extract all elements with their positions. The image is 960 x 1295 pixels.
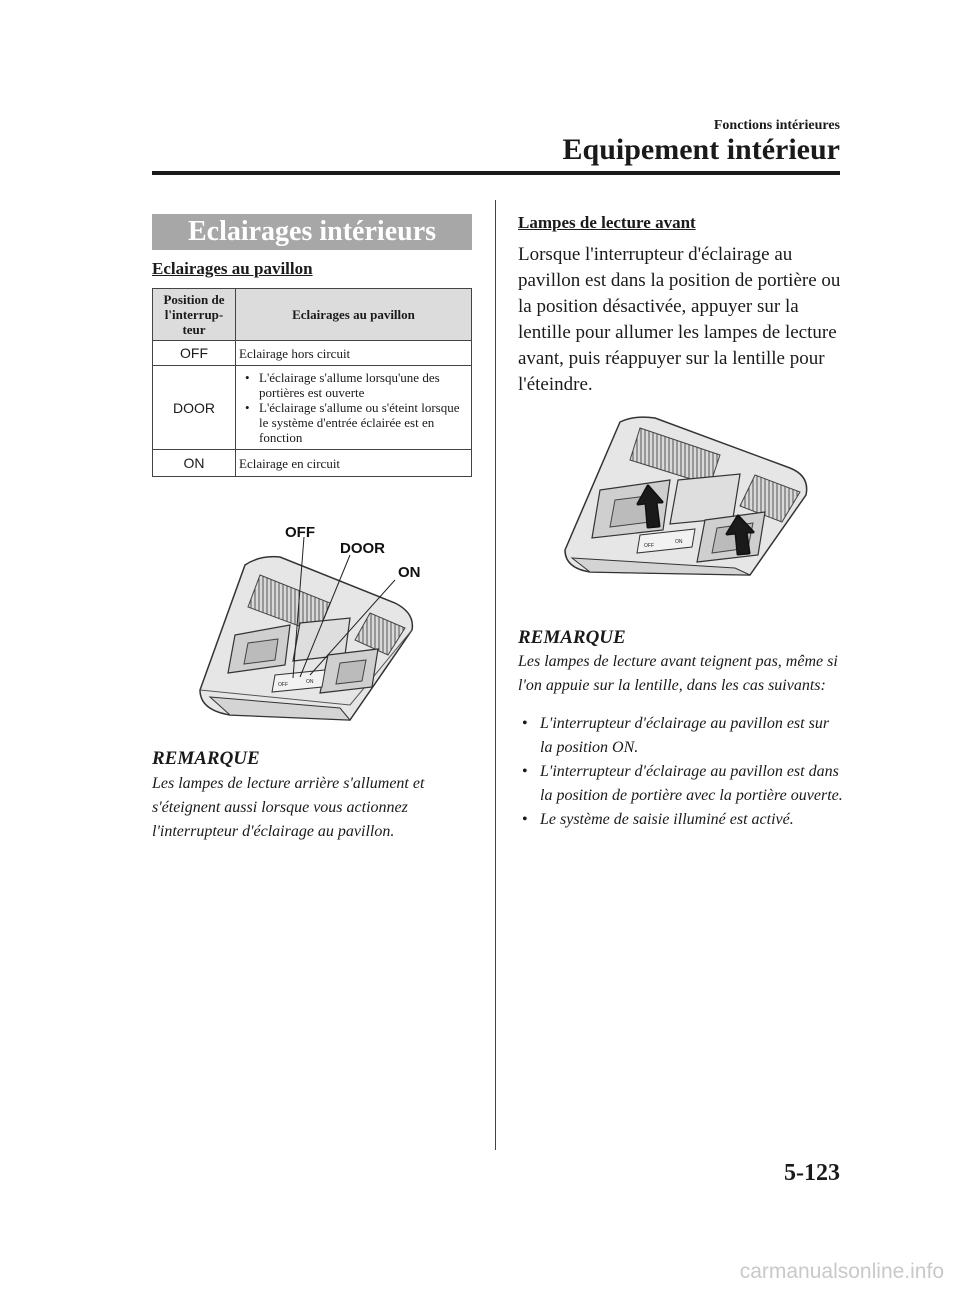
table-header-position: Position de l'interrup-teur <box>153 289 236 341</box>
list-item: • L'éclairage s'allume ou s'éteint lorsque le système d'entrée éclairée est en fonction <box>239 400 468 445</box>
table-row <box>153 450 472 477</box>
remarque-heading-left: REMARQUE <box>152 748 260 769</box>
table-cell-position: ON <box>153 450 236 477</box>
table-cell-position: DOOR <box>153 366 236 450</box>
callout-on-label: ON <box>398 564 421 581</box>
switch-off-text: OFF <box>644 543 654 549</box>
callout-off-label: OFF <box>285 524 315 541</box>
list-item: • L'interrupteur d'éclairage au pavillon est sur la position ON. <box>518 712 843 760</box>
subheading-lecture-avant: Lampes de lecture avant <box>518 213 696 232</box>
chapter-title: Equipement intérieur <box>562 133 840 166</box>
section-banner-title: Eclairages intérieurs <box>187 216 437 247</box>
switch-on-text: ON <box>306 679 314 685</box>
overhead-console-illustration <box>190 515 440 725</box>
switch-on-text: ON <box>675 539 683 545</box>
remarque-text-right: Les lampes de lecture avant teignent pas, même si l'on appuie sur la lentille, dans les cas suivants: <box>518 653 838 694</box>
section-banner <box>152 214 472 250</box>
header-rule <box>152 171 840 175</box>
table-cell-description: Eclairage en circuit <box>236 450 472 477</box>
remarque-heading-right: REMARQUE <box>518 627 626 648</box>
section-title: Fonctions intérieures <box>713 118 840 133</box>
page-number: 5-123 <box>784 1160 840 1186</box>
callout-door-label: DOOR <box>340 540 385 557</box>
subheading-pavillon: Eclairages au pavillon <box>152 259 313 278</box>
table-cell-position: OFF <box>153 341 236 366</box>
list-item: • L'éclairage s'allume lorsqu'une des portières est ouverte <box>239 370 468 400</box>
watermark: carmanualsonline.info <box>739 1260 944 1283</box>
table-row <box>153 366 472 450</box>
table-cell-description: Eclairage hors circuit <box>236 341 472 366</box>
table-cell-description <box>236 366 472 450</box>
switch-position-table <box>152 288 472 477</box>
remarque-text-left: Les lampes de lecture arrière s'allument et s'éteignent aussi lorsque vous actionnez l'interrupteur d'éclairage au pavillon. <box>152 775 425 840</box>
table-header-row <box>153 289 472 341</box>
list-item: • Le système de saisie illuminé est activé. <box>518 808 843 832</box>
list-item: • L'interrupteur d'éclairage au pavillon est dans la position de portière avec la portière ouverte. <box>518 760 843 808</box>
intro-paragraph: Lorsque l'interrupteur d'éclairage au pavillon est dans la position de portière ou la position désactivée, appuyer sur la lentille pour allumer les lampes de lecture avant, puis réappuyer sur la lentille pour l'éteindre. <box>518 244 841 395</box>
remarque-bullet-list <box>518 712 843 832</box>
table-row <box>153 341 472 366</box>
bullet-list <box>239 370 468 445</box>
reading-lamp-illustration <box>560 410 820 580</box>
column-divider <box>495 200 496 1150</box>
table-header-lighting: Eclairages au pavillon <box>236 289 472 341</box>
switch-off-text: OFF <box>278 682 288 688</box>
